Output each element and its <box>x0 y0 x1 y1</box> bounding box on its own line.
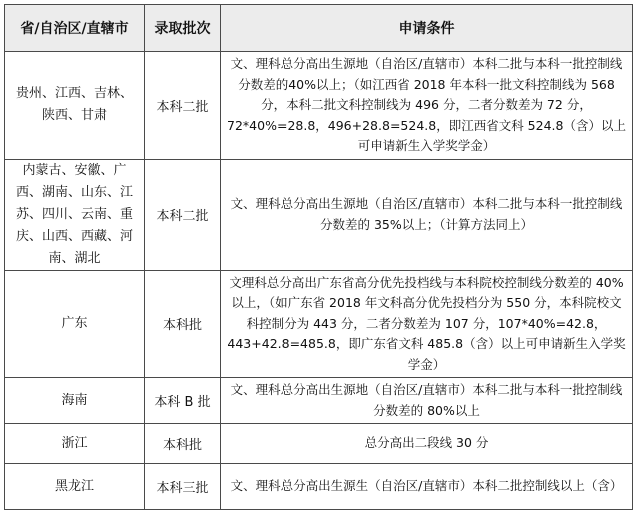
table-row <box>5 464 633 510</box>
batch-cell: 本科 B 批 <box>145 378 221 424</box>
region-cell: 贵州、江西、吉林、陕西、甘肃 <box>5 52 145 160</box>
table-row <box>5 424 633 464</box>
header-condition: 申请条件 <box>221 5 633 52</box>
condition-cell: 文、理科总分高出生源地（自治区/直辖市）本科二批与本科一批控制线分数差的 35%以上；（计算方法同上） <box>221 159 633 270</box>
batch-cell: 本科二批 <box>145 159 221 270</box>
batch-cell: 本科批 <box>145 424 221 464</box>
table-row <box>5 159 633 270</box>
table-row <box>5 52 633 160</box>
condition-cell: 文、理科总分高出生源生（自治区/直辖市）本科二批控制线以上（含） <box>221 464 633 510</box>
table-row <box>5 378 633 424</box>
region-cell: 黑龙江 <box>5 464 145 510</box>
region-cell: 海南 <box>5 378 145 424</box>
condition-cell: 文、理科总分高出生源地（自治区/直辖市）本科二批与本科一批控制线分数差的 80%以上 <box>221 378 633 424</box>
batch-cell: 本科三批 <box>145 464 221 510</box>
header-region: 省/自治区/直辖市 <box>5 5 145 52</box>
table-row <box>5 270 633 378</box>
batch-cell: 本科二批 <box>145 52 221 160</box>
scholarship-conditions-table <box>4 4 633 510</box>
batch-cell: 本科批 <box>145 270 221 378</box>
region-cell: 内蒙古、安徽、广西、湖南、山东、江苏、四川、云南、重庆、山西、西藏、河南、湖北 <box>5 159 145 270</box>
condition-cell: 文、理科总分高出生源地（自治区/直辖市）本科二批与本科一批控制线分数差的40%以上；（如江西省 2018 年本科一批文科控制线为 568 分，本科二批文科控制线为 496 分，二者分数差为 72 分，72*40%=28.8，496+28.8=524.8，即江西省文科 524.8（含）以上可申请新生入学奖学金） <box>221 52 633 160</box>
region-cell: 广东 <box>5 270 145 378</box>
header-row <box>5 5 633 52</box>
region-cell: 浙江 <box>5 424 145 464</box>
header-batch: 录取批次 <box>145 5 221 52</box>
condition-cell: 总分高出二段线 30 分 <box>221 424 633 464</box>
condition-cell: 文理科总分高出广东省高分优先投档线与本科院校控制线分数差的 40%以上，（如广东省 2018 年文科高分优先投档分为 550 分，本科院校文科控制分为 443 分，二者分数差为 107 分，107*40%=42.8，443+42.8=485.8，即广东省文科 485.8（含）以上可申请新生入学奖学金） <box>221 270 633 378</box>
